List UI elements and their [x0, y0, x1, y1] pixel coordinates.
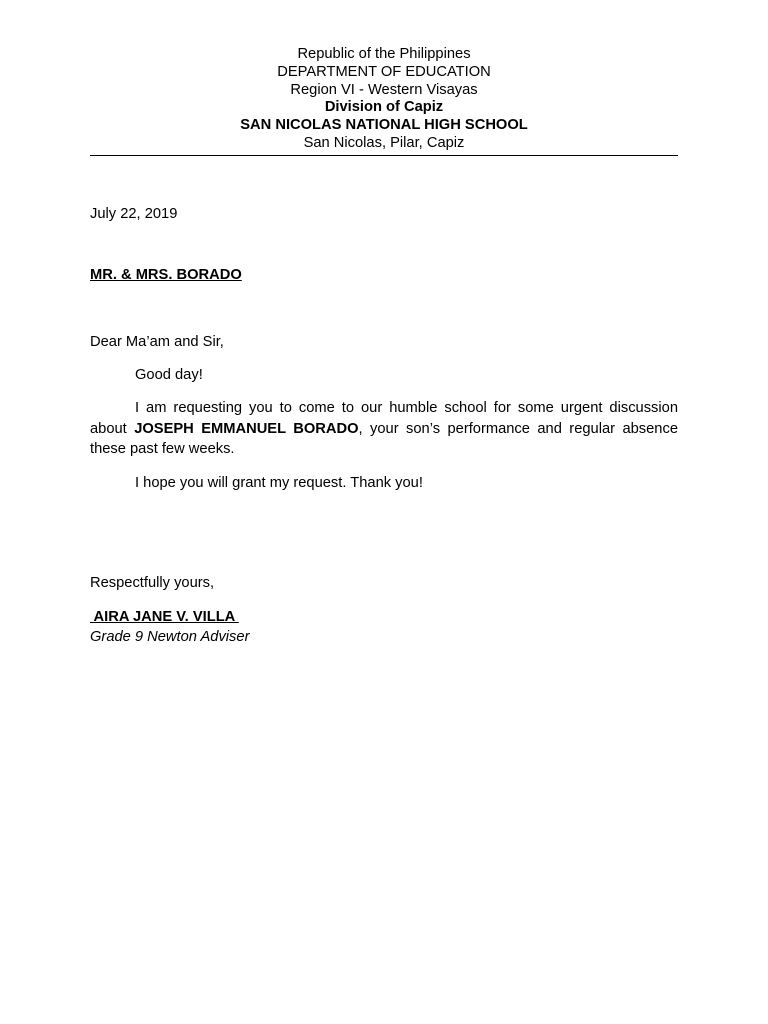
- letterhead-address: San Nicolas, Pilar, Capiz: [303, 134, 465, 151]
- letterhead: [90, 46, 678, 153]
- letterhead-school-name: SAN NICOLAS NATIONAL HIGH SCHOOL: [240, 117, 528, 134]
- letter-complimentary-close: Respectfully yours,: [90, 575, 215, 591]
- signatory-name: AIRA JANE V. VILLA: [90, 609, 239, 625]
- letter-date: July 22, 2019: [90, 206, 178, 222]
- letter-recipient: MR. & MRS. BORADO: [90, 267, 242, 283]
- letterhead-republic: Republic of the Philippines: [297, 46, 471, 62]
- letter-greeting: Good day!: [135, 367, 203, 383]
- body-text-before: I am requesting you to come to our humble school for some urgent discussion about: [90, 400, 678, 437]
- letter-closing-paragraph: I hope you will grant my request. Thank you!: [135, 475, 423, 491]
- body-text-after: , your son’s performance and regular absence these past few weeks.: [90, 420, 678, 457]
- letterhead-division: Division of Capiz: [324, 99, 444, 116]
- letter-salutation: Dear Ma’am and Sir,: [90, 334, 224, 350]
- letterhead-department: DEPARTMENT OF EDUCATION: [277, 63, 491, 80]
- letterhead-divider: [90, 155, 678, 156]
- student-name: JOSEPH EMMANUEL BORADO: [134, 420, 359, 437]
- signatory-position: Grade 9 Newton Adviser: [90, 629, 250, 645]
- letter-body-paragraph: [90, 398, 678, 460]
- letterhead-region: Region VI - Western Visayas: [290, 81, 478, 98]
